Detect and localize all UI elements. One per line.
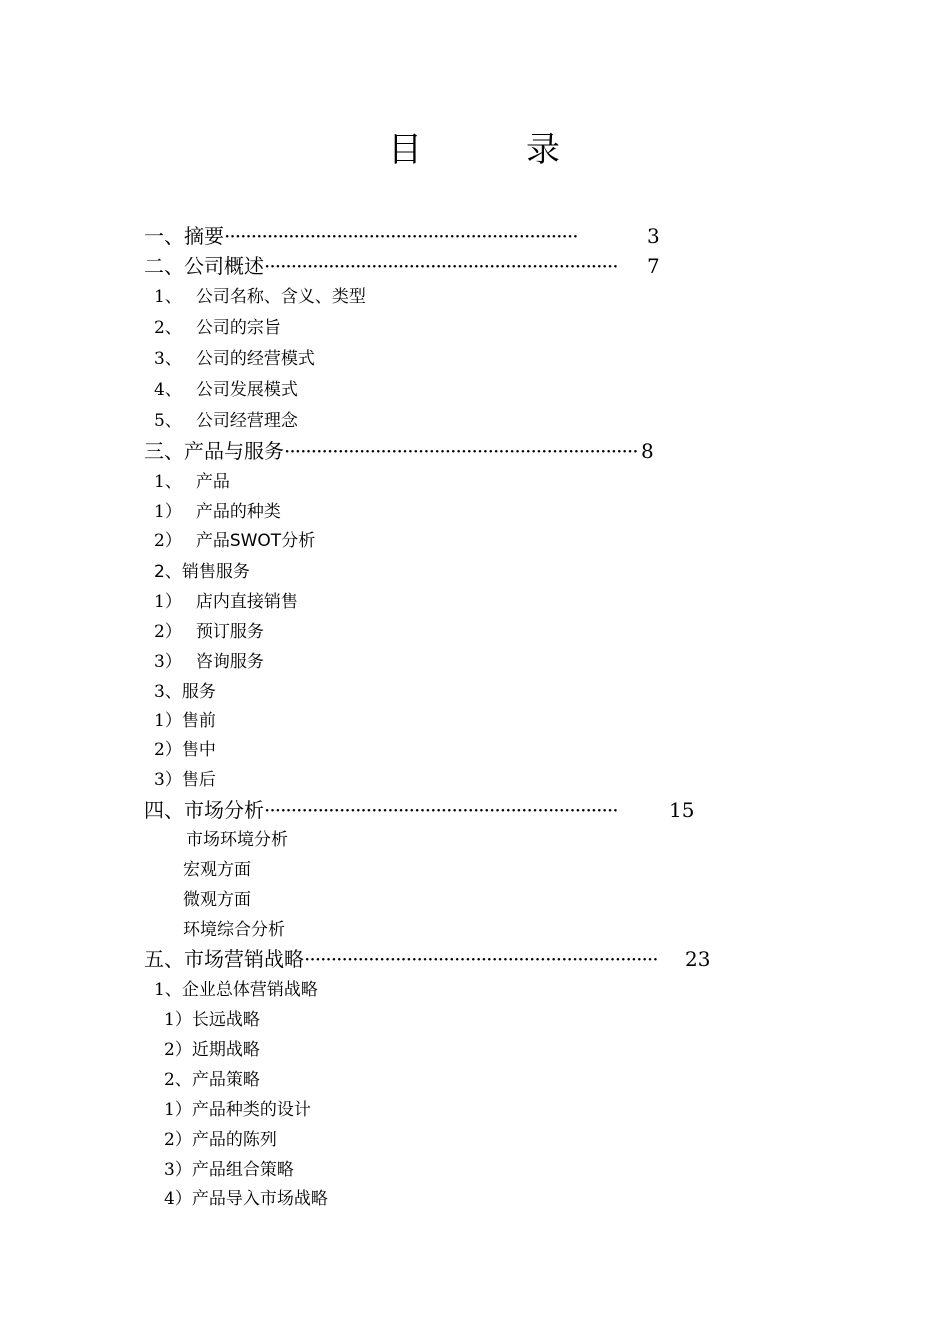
toc-subentry[interactable] [154, 620, 264, 644]
title-char-1: 目 [388, 130, 422, 170]
toc-entry-page: 15 [669, 798, 695, 822]
toc-subentry-num: 1、 [154, 287, 182, 307]
toc-leader-dots: ·································································· [224, 224, 578, 248]
toc-subentry-num: 3） [154, 652, 182, 672]
toc-subentry[interactable] [154, 560, 250, 584]
toc-subentry[interactable] [154, 590, 298, 614]
toc-subentry-text: 公司的宗旨 [195, 318, 281, 338]
toc-entry-products-services[interactable] [144, 437, 654, 465]
toc-subentry-num: 1） [154, 502, 182, 522]
toc-entry-label: 三、产品与服务 [144, 439, 284, 463]
toc-subentry-text: 环境综合分析 [183, 920, 285, 940]
toc-subentry[interactable] [154, 650, 264, 674]
toc-subentry[interactable] [154, 316, 281, 340]
toc-subentry[interactable] [164, 1187, 328, 1211]
toc-leader-dots: ·································································· [284, 439, 638, 463]
toc-subentry-text: 微观方面 [183, 890, 251, 910]
toc-subentry-text: 3）产品组合策略 [164, 1160, 294, 1180]
toc-subentry-text: 2）产品的陈列 [164, 1130, 277, 1150]
toc-subentry[interactable] [183, 858, 251, 882]
toc-subentry[interactable] [164, 1008, 260, 1032]
toc-subentry-text: 3）售后 [154, 770, 216, 790]
toc-subentry-text: 1）长远战略 [164, 1010, 260, 1030]
toc-subentry-text: 宏观方面 [183, 860, 251, 880]
toc-subentry-num: 2、 [154, 318, 182, 338]
toc-subentry-text: 公司名称、含义、类型 [195, 287, 366, 307]
toc-entry-marketing-strategy[interactable] [144, 945, 710, 973]
toc-subentry-num: 2） [154, 531, 182, 551]
toc-entry-page: 8 [641, 439, 654, 463]
toc-entry-abstract[interactable] [144, 222, 660, 250]
toc-subentry-text: 分析 [281, 531, 316, 551]
toc-subentry[interactable] [164, 1038, 260, 1062]
toc-subentry[interactable] [183, 918, 285, 942]
page-title [388, 128, 560, 172]
toc-entry-label: 四、市场分析 [144, 798, 264, 822]
toc-subentry-text: 公司经营理念 [195, 411, 298, 431]
toc-subentry-text: 、销售服务 [164, 562, 250, 582]
toc-subentry[interactable] [164, 1098, 311, 1122]
toc-subentry-text: 1）售前 [154, 711, 216, 731]
toc-subentry[interactable] [154, 378, 298, 402]
toc-entry-label: 二、公司概述 [144, 254, 264, 278]
toc-subentry-swot: SWOT [229, 531, 282, 551]
toc-subentry[interactable] [154, 768, 216, 792]
toc-subentry-text: 3、服务 [154, 682, 216, 702]
toc-subentry-num: 1） [154, 592, 182, 612]
toc-subentry[interactable] [154, 500, 281, 524]
toc-subentry-text: 4）产品导入市场战略 [164, 1189, 328, 1209]
toc-entry-page: 7 [647, 254, 660, 278]
toc-subentry-num: 1、 [154, 472, 182, 492]
toc-subentry-num: 2） [154, 622, 182, 642]
toc-subentry-num: 4、 [154, 380, 182, 400]
toc-subentry[interactable] [154, 347, 315, 371]
toc-leader-dots: ·································································· [264, 254, 618, 278]
toc-entry-label: 一、摘要 [144, 224, 224, 248]
toc-subentry[interactable] [154, 709, 216, 733]
toc-subentry-num: 2 [154, 562, 165, 582]
toc-subentry-text: 2）售中 [154, 740, 216, 760]
toc-subentry-text: 产品 [195, 531, 230, 551]
toc-subentry[interactable] [154, 680, 216, 704]
toc-subentry[interactable] [186, 828, 288, 852]
toc-subentry-num: 3、 [154, 349, 182, 369]
toc-subentry[interactable] [154, 529, 315, 553]
toc-subentry-text: 预订服务 [195, 622, 264, 642]
toc-subentry[interactable] [154, 978, 318, 1002]
toc-subentry-text: 公司发展模式 [195, 380, 298, 400]
toc-leader-dots: ·································································· [304, 947, 658, 971]
toc-entry-market-analysis[interactable] [144, 796, 694, 824]
toc-entry-page: 23 [685, 947, 711, 971]
toc-subentry-text: 2）近期战略 [164, 1040, 260, 1060]
toc-subentry[interactable] [154, 409, 298, 433]
title-char-2: 录 [526, 130, 560, 170]
toc-subentry[interactable] [164, 1068, 260, 1092]
toc-subentry-text: 公司的经营模式 [195, 349, 315, 369]
toc-subentry-text: 店内直接销售 [195, 592, 298, 612]
toc-subentry[interactable] [164, 1128, 277, 1152]
toc-subentry[interactable] [154, 285, 366, 309]
toc-subentry-text: 市场环境分析 [186, 830, 288, 850]
toc-entry-company-overview[interactable] [144, 252, 660, 280]
toc-subentry[interactable] [154, 738, 216, 762]
toc-subentry-text: 1）产品种类的设计 [164, 1100, 311, 1120]
toc-subentry-text: 1、企业总体营销战略 [154, 980, 318, 1000]
toc-entry-label: 五、市场营销战略 [144, 947, 304, 971]
toc-subentry[interactable] [154, 470, 230, 494]
toc-subentry-text: 咨询服务 [195, 652, 264, 672]
toc-subentry-num: 5、 [154, 411, 182, 431]
toc-entry-page: 3 [647, 224, 660, 248]
toc-leader-dots: ·································································· [264, 798, 618, 822]
toc-subentry[interactable] [164, 1158, 294, 1182]
toc-subentry-text: 产品 [195, 472, 230, 492]
toc-subentry[interactable] [183, 888, 251, 912]
toc-subentry-text: 产品的种类 [195, 502, 281, 522]
toc-subentry-text: 2、产品策略 [164, 1070, 260, 1090]
